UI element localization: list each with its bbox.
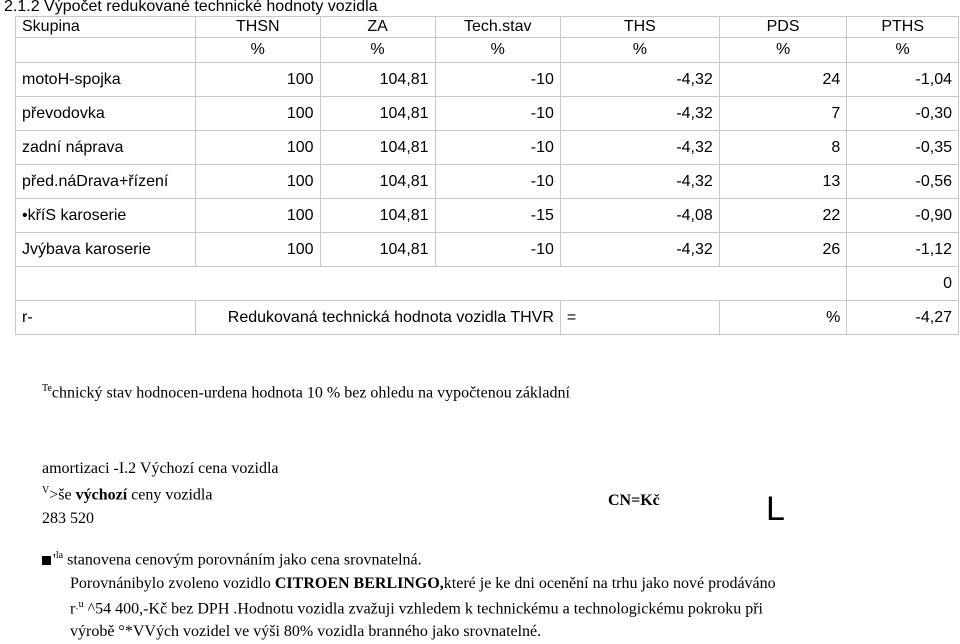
row-label: převodovka <box>16 97 196 131</box>
vehicle-name: CITROEN BERLINGO, <box>274 575 444 592</box>
cell-techstav: -10 <box>435 165 560 199</box>
row-label: zadní náprava <box>16 131 196 165</box>
initial-price-c: ceny vozidla <box>127 486 213 504</box>
result-equals: = <box>560 301 719 335</box>
cell-pths: -0,90 <box>847 199 959 233</box>
table-row <box>16 233 959 267</box>
sup-la: la <box>55 550 64 561</box>
cell-pds: 24 <box>719 63 847 97</box>
result-row <box>16 301 959 335</box>
cell-techstav: -15 <box>435 199 560 233</box>
col-header-techstav: Tech.stav <box>435 17 560 38</box>
result-prefix: r- <box>16 301 196 335</box>
vehicle-text-a: Porovnánibylo zvoleno vozidlo <box>70 575 275 592</box>
cell-pds: 8 <box>719 131 847 165</box>
table-header-row <box>16 17 959 38</box>
paragraph-initial-price <box>42 485 212 504</box>
initial-price-bold: výchozí <box>75 486 128 504</box>
cell-ths: -4,32 <box>560 165 719 199</box>
table-row <box>16 131 959 165</box>
unit-cell <box>16 38 196 63</box>
tech-state-text: chnický stav hodnocen-urdena hodnota 10 % bez ohledu na vypočtenou základní <box>51 384 570 402</box>
cell-techstav: -10 <box>435 63 560 97</box>
cell-techstav: -10 <box>435 131 560 165</box>
paragraph-comparison <box>42 550 422 569</box>
paragraph-amortization: amortizaci -I.2 Výchozí cena vozidla <box>42 460 279 477</box>
sup-u: ˎu <box>75 599 84 610</box>
cn-label: CN=Kč <box>608 492 660 509</box>
initial-price-a: >še <box>49 486 76 504</box>
cell-ths: -4,32 <box>560 63 719 97</box>
cell-pds: 22 <box>719 199 847 233</box>
square-bullet-icon <box>42 556 51 565</box>
cell-za: 104,81 <box>320 233 435 267</box>
sum-row-spacer <box>16 267 847 301</box>
paragraph-production: výrobě °*VVých vozidel ve výši 80% vozidla branného jako srovnatelné. <box>70 623 542 640</box>
value-table <box>15 16 959 335</box>
paragraph-vehicle <box>70 575 776 593</box>
cell-pths: -0,30 <box>847 97 959 131</box>
mark-apostrophe: ' <box>53 551 56 569</box>
row-label: motoH-spojka <box>16 63 196 97</box>
cell-ths: -4,32 <box>560 97 719 131</box>
unit-cell: % <box>320 38 435 63</box>
table-row <box>16 199 959 233</box>
cell-pths: -1,04 <box>847 63 959 97</box>
cell-pths: -0,56 <box>847 165 959 199</box>
paragraph-tech-state <box>42 383 570 402</box>
row-label: •kříS karoserie <box>16 199 196 233</box>
cell-ths: -4,32 <box>560 233 719 267</box>
section-heading: 2.1.2 Výpočet redukované technické hodnoty vozidla <box>4 0 378 15</box>
col-header-ths: THS <box>560 17 719 38</box>
cell-za: 104,81 <box>320 63 435 97</box>
cell-thsn: 100 <box>196 165 320 199</box>
cell-thsn: 100 <box>196 131 320 165</box>
cell-techstav: -10 <box>435 233 560 267</box>
cell-pds: 26 <box>719 233 847 267</box>
cell-techstav: -10 <box>435 97 560 131</box>
price-note-r: r <box>70 600 76 618</box>
sum-row <box>16 267 959 301</box>
col-header-za: ZA <box>320 17 435 38</box>
row-label: před.náDrava+řízení <box>16 165 196 199</box>
table-row <box>16 97 959 131</box>
cell-za: 104,81 <box>320 131 435 165</box>
cell-thsn: 100 <box>196 199 320 233</box>
table-row <box>16 63 959 97</box>
paragraph-price-note <box>70 599 763 618</box>
result-label: Redukovaná technická hodnota vozidla THVR <box>196 301 561 335</box>
comparison-text: stanovena cenovým porovnáním jako cena srovnatelná. <box>67 551 422 569</box>
cell-ths: -4,32 <box>560 131 719 165</box>
unit-cell: % <box>560 38 719 63</box>
unit-cell: % <box>196 38 320 63</box>
col-header-thsn: THSN <box>196 17 320 38</box>
table-units-row <box>16 38 959 63</box>
sum-value: 0 <box>847 267 959 301</box>
cell-thsn: 100 <box>196 97 320 131</box>
cell-za: 104,81 <box>320 97 435 131</box>
cell-pths: -1,12 <box>847 233 959 267</box>
vehicle-text-c: které je ke dni ocenění na trhu jako nové prodáváno <box>443 575 776 592</box>
sup-v: V <box>42 485 50 496</box>
cell-pds: 7 <box>719 97 847 131</box>
row-label: Jvýbava karoserie <box>16 233 196 267</box>
table-row <box>16 165 959 199</box>
cell-thsn: 100 <box>196 233 320 267</box>
cell-pths: -0,35 <box>847 131 959 165</box>
col-header-pds: PDS <box>719 17 847 38</box>
cell-thsn: 100 <box>196 63 320 97</box>
cell-ths: -4,08 <box>560 199 719 233</box>
result-value: -4,27 <box>847 301 959 335</box>
unit-cell: % <box>435 38 560 63</box>
price-note-text: ^54 400,-Kč bez DPH .Hodnotu vozidla zvažuji vzhledem k technickému a technologickému pokroku při <box>83 600 763 618</box>
unit-cell: % <box>847 38 959 63</box>
cell-za: 104,81 <box>320 199 435 233</box>
unit-cell: % <box>719 38 847 63</box>
cell-za: 104,81 <box>320 165 435 199</box>
sup-te: Te <box>42 383 52 394</box>
col-header-group: Skupina <box>16 17 196 38</box>
large-letter-l: L <box>766 490 785 528</box>
col-header-pths: PTHS <box>847 17 959 38</box>
cell-pds: 13 <box>719 165 847 199</box>
result-unit: % <box>719 301 847 335</box>
price-value: 283 520 <box>42 510 94 527</box>
